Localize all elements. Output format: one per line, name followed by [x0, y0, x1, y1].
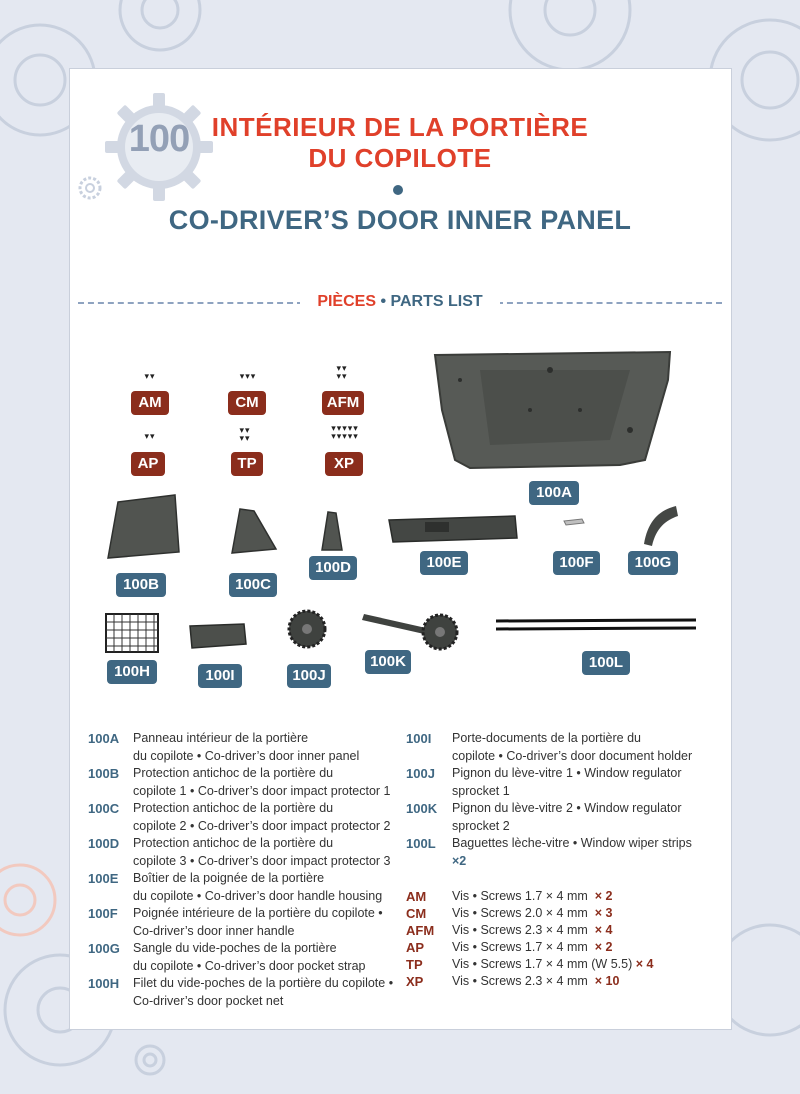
list-code: 100B [88, 766, 120, 781]
list-code: 100I [406, 731, 432, 746]
dashed-divider-right [497, 302, 722, 304]
tag-100c: 100C [229, 573, 277, 597]
parts-title-separator: • [380, 293, 387, 310]
list-item [88, 800, 391, 835]
tag-xp: XP [325, 452, 363, 476]
list-desc-line1: Filet du vide-poches de la portière du copilote • [133, 976, 394, 990]
list-item [88, 730, 358, 765]
title-separator-dot [393, 185, 403, 195]
screw-desc: Vis • Screws 1.7 × 4 mm [452, 940, 588, 954]
list-code: 100K [406, 801, 438, 816]
screw-code: AP [406, 940, 425, 955]
list-desc-line1: Porte-documents de la portière du [452, 731, 641, 745]
list-code: 100H [88, 976, 120, 991]
list-item [88, 975, 394, 1010]
screw-qty: × 2 [594, 940, 613, 954]
list-item [88, 870, 383, 905]
list-desc-line1: Pignon du lève-vitre 2 • Window regulator [452, 801, 682, 815]
parts-list-header [0, 290, 800, 314]
part-100i-document-holder-image [188, 620, 248, 652]
part-100g-pocket-strap-image [640, 502, 682, 546]
title-french-line2: DU COPILOTE [308, 143, 492, 173]
screw-tp-icon: ▾▾ ▾▾ [239, 425, 251, 443]
screw-code: AFM [406, 923, 435, 938]
part-100e-handle-housing-image [385, 512, 520, 546]
tag-100f: 100F [553, 551, 600, 575]
screw-qty: × 2 [594, 889, 613, 903]
tag-am: AM [131, 391, 169, 415]
list-desc-line1: Protection antichoc de la portière du [133, 801, 334, 815]
list-desc-line2: Co-driver’s door inner handle [133, 923, 295, 938]
list-code: 100E [88, 871, 119, 886]
section-number: 100 [128, 118, 190, 160]
tag-100e: 100E [420, 551, 468, 575]
screw-xp-icon: ▾▾▾▾▾ ▾▾▾▾▾ [331, 423, 359, 441]
part-100k-regulator-sprocket-image [360, 608, 460, 654]
screw-desc: Vis • Screws 1.7 × 4 mm [452, 889, 588, 903]
list-desc-line2: du copilote • Co-driver’s door pocket strap [133, 958, 366, 973]
part-100a-door-panel-image [430, 350, 680, 475]
part-100c-impact-protector-image [228, 505, 280, 557]
screw-am-icon: ▾▾ [144, 371, 156, 381]
tag-100h: 100H [107, 660, 157, 684]
screw-desc: Vis • Screws 2.3 × 4 mm [452, 923, 588, 937]
screw-ap-icon: ▾▾ [144, 431, 156, 441]
list-item [406, 765, 682, 800]
list-desc-line1: Protection antichoc de la portière du [133, 836, 334, 850]
screw-cm-icon: ▾▾▾ [239, 371, 257, 381]
list-item [406, 730, 693, 765]
parts-title-fr: PIÈCES [317, 293, 376, 310]
screw-desc: Vis • Screws 1.7 × 4 mm (W 5.5) [452, 957, 633, 971]
list-desc-line1: Sangle du vide-poches de la portière [133, 941, 337, 955]
screw-qty: × 4 [635, 957, 654, 971]
list-desc-line1: Pignon du lève-vitre 1 • Window regulator [452, 766, 682, 780]
title-english: CO-DRIVER’S DOOR INNER PANEL [168, 205, 632, 235]
part-100d-impact-protector-image [318, 510, 346, 552]
tag-100j: 100J [287, 664, 331, 688]
tag-tp: TP [231, 452, 263, 476]
tag-afm: AFM [322, 391, 364, 415]
dashed-divider-left [78, 302, 303, 304]
list-desc-line1: Boîtier de la poignée de la portière [133, 871, 325, 885]
list-code: 100C [88, 801, 120, 816]
part-100f-inner-handle-image [562, 515, 586, 529]
list-desc-line1: Protection antichoc de la portière du [133, 766, 334, 780]
part-100h-pocket-net-image [104, 612, 160, 654]
list-desc-quantity: ×2 [452, 853, 467, 868]
list-desc-line2: du copilote • Co-driver’s door inner panel [133, 748, 360, 763]
list-desc-line1: Baguettes lèche-vitre • Window wiper strips [452, 836, 692, 850]
list-code: 100G [88, 941, 120, 956]
title-french [160, 112, 640, 174]
list-item [406, 835, 692, 870]
list-desc-line2: Co-driver’s door pocket net [133, 993, 284, 1008]
screw-qty: × 3 [594, 906, 613, 920]
screw-desc: Vis • Screws 2.3 × 4 mm [452, 974, 588, 988]
list-desc-line1: Panneau intérieur de la portière [133, 731, 309, 745]
tag-100a: 100A [529, 481, 579, 505]
screw-code: XP [406, 974, 424, 989]
tag-100g: 100G [628, 551, 678, 575]
screw-code: CM [406, 906, 427, 921]
title-french-line1: INTÉRIEUR DE LA PORTIÈRE [211, 112, 589, 142]
list-item [406, 800, 682, 835]
list-desc-line2: du copilote • Co-driver’s door handle housing [133, 888, 383, 903]
list-desc-line2: sprocket 2 [452, 818, 510, 833]
list-item [88, 905, 383, 940]
list-code: 100L [406, 836, 436, 851]
small-gear-icon [76, 174, 104, 202]
list-desc-line2: copilote 1 • Co-driver’s door impact protector 1 [133, 783, 391, 798]
list-desc-line2: sprocket 1 [452, 783, 510, 798]
tag-100i: 100I [198, 664, 242, 688]
tag-100k: 100K [365, 650, 411, 674]
part-100b-impact-protector-image [103, 490, 183, 565]
tag-cm: CM [228, 391, 266, 415]
list-item [88, 765, 391, 800]
tag-ap: AP [131, 452, 165, 476]
list-item [88, 835, 391, 870]
list-item [88, 940, 366, 975]
list-code: 100J [406, 766, 435, 781]
screw-code: TP [406, 957, 423, 972]
tag-100l: 100L [582, 651, 630, 675]
list-code: 100F [88, 906, 118, 921]
tag-100d: 100D [309, 556, 357, 580]
screw-afm-icon: ▾▾ ▾▾ [336, 363, 348, 381]
parts-list-title [300, 290, 500, 314]
list-code: 100A [88, 731, 120, 746]
screw-code: AM [406, 889, 427, 904]
list-code: 100D [88, 836, 120, 851]
screw-desc: Vis • Screws 2.0 × 4 mm [452, 906, 588, 920]
list-desc-line1: Poignée intérieure de la portière du copilote • [133, 906, 383, 920]
tag-100b: 100B [116, 573, 166, 597]
list-desc-line2: copilote 2 • Co-driver’s door impact protector 2 [133, 818, 391, 833]
part-100l-wiper-strips-image [494, 617, 698, 633]
part-100j-regulator-sprocket-image [285, 607, 329, 651]
parts-title-en: PARTS LIST [390, 293, 483, 310]
screw-qty: × 10 [594, 974, 620, 988]
screw-qty: × 4 [594, 923, 613, 937]
list-desc-line2: copilote 3 • Co-driver’s door impact protector 3 [133, 853, 391, 868]
list-desc-line2: copilote • Co-driver’s door document holder [452, 748, 693, 763]
